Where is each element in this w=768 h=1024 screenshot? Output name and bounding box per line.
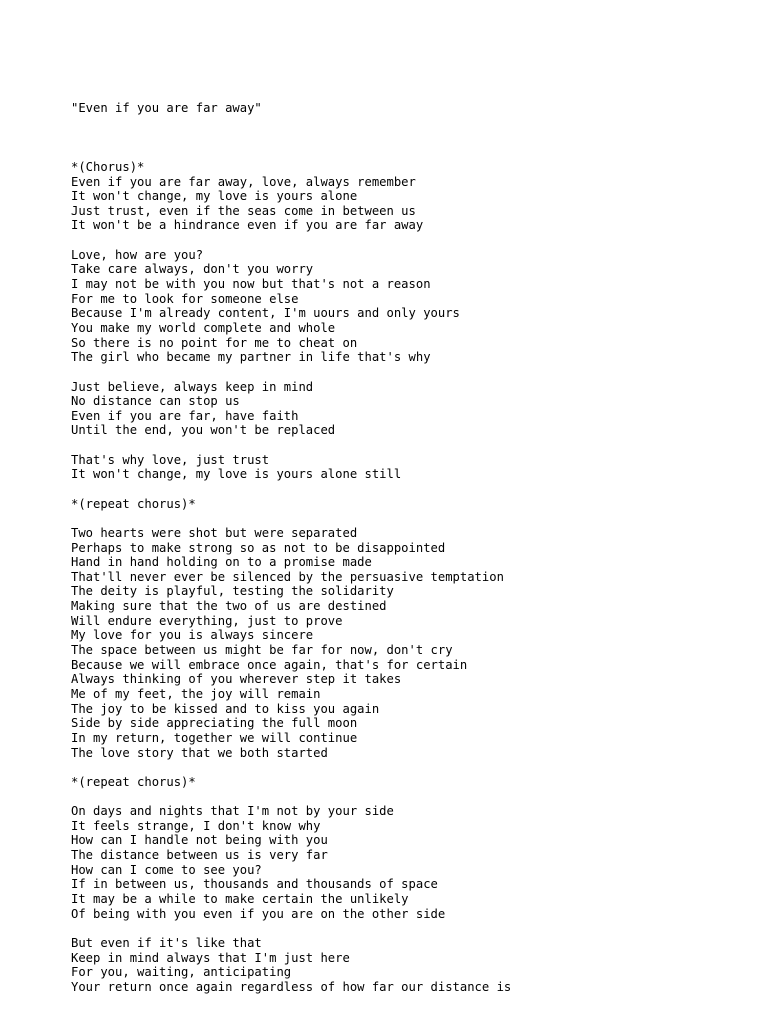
lyric-line: Always thinking of you wherever step it takes bbox=[71, 672, 402, 687]
stanza bbox=[71, 497, 751, 512]
stanza bbox=[71, 804, 751, 921]
lyric-line: Your return once again regardless of how far our distance is bbox=[71, 979, 512, 994]
lyric-line: For you, waiting, anticipating bbox=[71, 965, 292, 980]
lyric-line: Will endure everything, just to prove bbox=[71, 613, 343, 628]
lyric-line: Because I'm already content, I'm uours and only yours bbox=[71, 306, 460, 321]
lyric-line: I may not be with you now but that's not a reason bbox=[71, 277, 431, 292]
lyric-line: The deity is playful, testing the solidarity bbox=[71, 584, 394, 599]
lyric-line: The girl who became my partner in life that's why bbox=[71, 350, 431, 365]
lyric-line: On days and nights that I'm not by your side bbox=[71, 804, 394, 819]
lyric-line: Just believe, always keep in mind bbox=[71, 379, 314, 394]
lyric-line: You make my world complete and whole bbox=[71, 320, 336, 335]
lyric-line: The distance between us is very far bbox=[71, 848, 328, 863]
lyric-line: My love for you is always sincere bbox=[71, 628, 314, 643]
lyric-line: Of being with you even if you are on the other side bbox=[71, 906, 446, 921]
song-title: "Even if you are far away" bbox=[71, 101, 262, 116]
lyric-line: It feels strange, I don't know why bbox=[71, 818, 321, 833]
lyric-line: Take care always, don't you worry bbox=[71, 262, 314, 277]
lyric-line: Hand in hand holding on to a promise made bbox=[71, 555, 372, 570]
lyric-line: In my return, together we will continue bbox=[71, 730, 358, 745]
lyric-line: How can I handle not being with you bbox=[71, 833, 328, 848]
stanza bbox=[71, 936, 751, 995]
lyric-line: *(Chorus)* bbox=[71, 159, 145, 174]
stanza bbox=[71, 775, 751, 790]
lyric-line: For me to look for someone else bbox=[71, 291, 299, 306]
lyric-line: Until the end, you won't be replaced bbox=[71, 423, 336, 438]
lyric-line: Even if you are far, have faith bbox=[71, 408, 299, 423]
stanza bbox=[71, 248, 751, 365]
lyric-line: It won't change, my love is yours alone still bbox=[71, 467, 402, 482]
lyric-line: Love, how are you? bbox=[71, 247, 204, 262]
lyric-line: Perhaps to make strong so as not to be disappointed bbox=[71, 540, 446, 555]
lyric-line: Keep in mind always that I'm just here bbox=[71, 950, 350, 965]
lyric-line: It may be a while to make certain the unlikely bbox=[71, 891, 409, 906]
lyric-line: Just trust, even if the seas come in between us bbox=[71, 203, 416, 218]
stanza bbox=[71, 380, 751, 439]
lyric-line: If in between us, thousands and thousands of space bbox=[71, 877, 438, 892]
lyric-line: It won't be a hindrance even if you are far away bbox=[71, 218, 424, 233]
lyric-line: Me of my feet, the joy will remain bbox=[71, 686, 321, 701]
lyric-line: It won't change, my love is yours alone bbox=[71, 189, 358, 204]
lyric-line: *(repeat chorus)* bbox=[71, 774, 196, 789]
lyric-line: Because we will embrace once again, that's for certain bbox=[71, 657, 468, 672]
lyric-line: That'll never ever be silenced by the persuasive temptation bbox=[71, 569, 504, 584]
lyric-line: Two hearts were shot but were separated bbox=[71, 525, 358, 540]
stanza-list bbox=[71, 160, 751, 995]
lyrics-document bbox=[71, 72, 751, 1009]
stanza bbox=[71, 453, 751, 482]
lyric-line: Even if you are far away, love, always remember bbox=[71, 174, 416, 189]
lyric-line: Side by side appreciating the full moon bbox=[71, 716, 358, 731]
lyric-line: The love story that we both started bbox=[71, 745, 328, 760]
lyric-line: So there is no point for me to cheat on bbox=[71, 335, 358, 350]
lyric-line: *(repeat chorus)* bbox=[71, 496, 196, 511]
lyric-line: That's why love, just trust bbox=[71, 452, 270, 467]
lyric-line: How can I come to see you? bbox=[71, 862, 262, 877]
stanza bbox=[71, 526, 751, 760]
lyric-line: But even if it's like that bbox=[71, 935, 262, 950]
lyric-line: Making sure that the two of us are destined bbox=[71, 599, 387, 614]
lyric-line: The joy to be kissed and to kiss you again bbox=[71, 701, 380, 716]
lyric-line: No distance can stop us bbox=[71, 394, 240, 409]
lyric-line: The space between us might be far for now, don't cry bbox=[71, 643, 453, 658]
stanza bbox=[71, 160, 751, 233]
